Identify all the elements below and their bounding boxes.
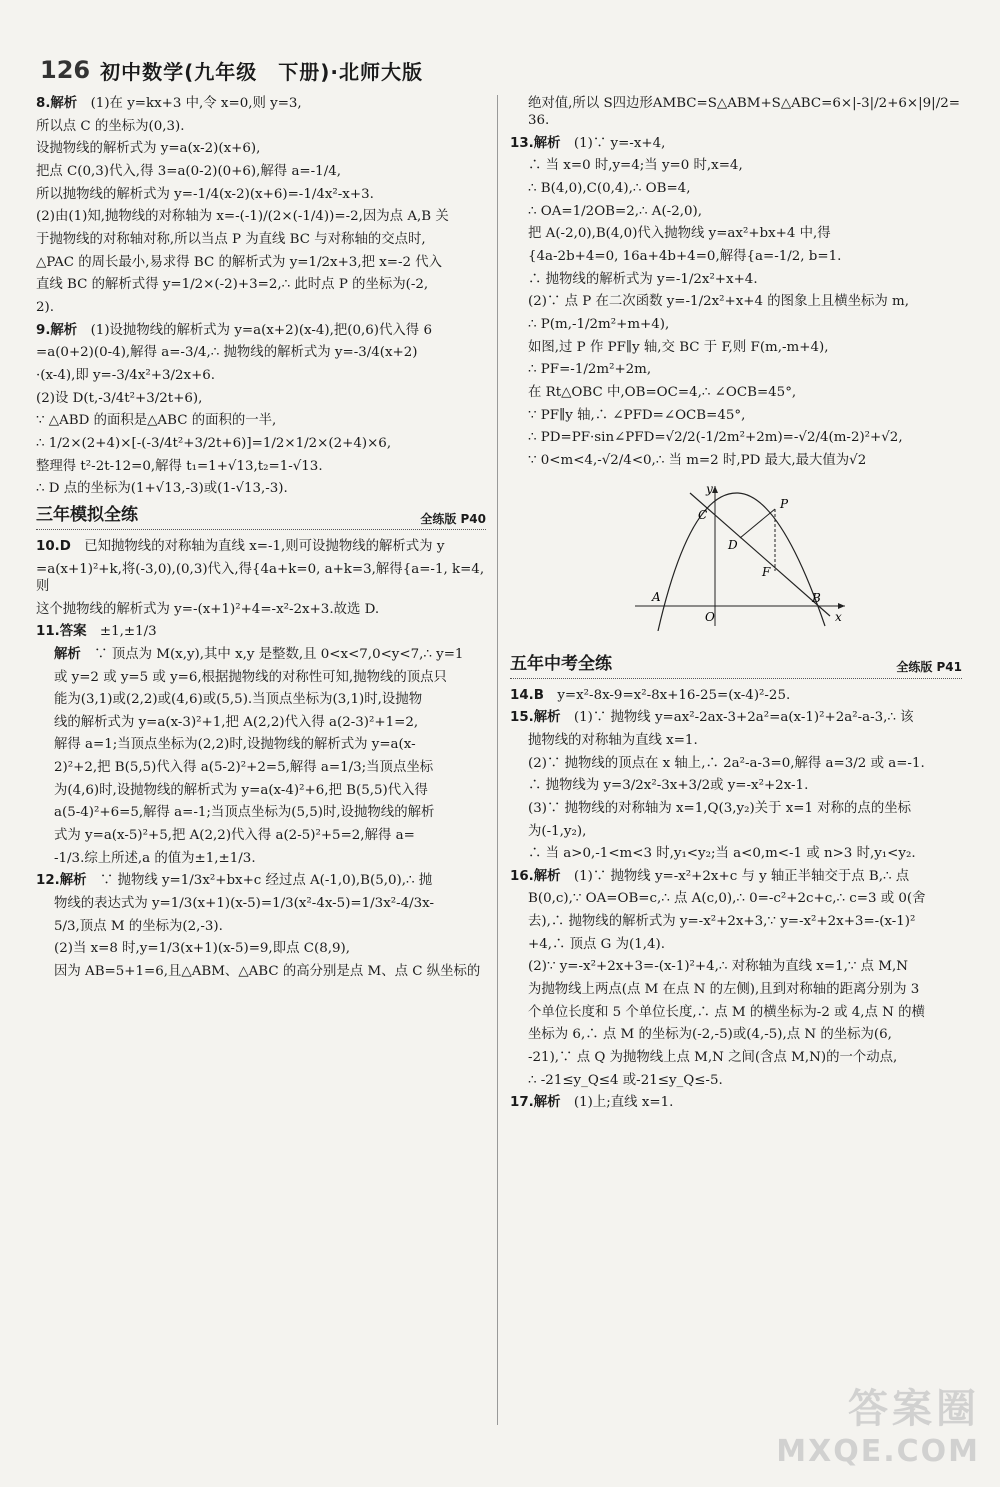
text-line — [510, 429, 962, 446]
text-line — [36, 390, 486, 407]
line-text: 绝对值,所以 S四边形AMBC=S△ABM+S△ABC=6×|-3|/2+6×|9|/2=36. — [528, 96, 960, 129]
answer-tag: 答案 — [59, 624, 87, 640]
text-line — [36, 827, 486, 844]
line-text: (1)∵ y=-x+4, — [573, 135, 666, 151]
line-text: a(5-4)²+6=5,解得 a=-1;当顶点坐标为(5,5)时,设抛物线的解析 — [54, 805, 435, 821]
answer-tag: 解析 — [54, 646, 81, 662]
line-text: ±1,±1/3 — [99, 624, 157, 640]
line-text: {4a-2b+4=0, 16a+4b+4=0,解得{a=-1/2, b=1. — [528, 249, 842, 265]
line-text: ∴ PD=PF·sin∠PFD=√2/2(-1/2m²+2m)=-√2/4(m-2)²+√2, — [528, 430, 903, 446]
answer-tag: 解析 — [533, 1095, 561, 1111]
text-line — [510, 1094, 962, 1111]
text-line — [36, 367, 486, 384]
parabola-curve — [658, 493, 825, 631]
label-b: B — [812, 590, 821, 605]
text-line — [510, 732, 962, 749]
line-text: ∵ △ABD 的面积是△ABC 的面积的一半, — [36, 413, 277, 429]
label-x: x — [835, 609, 842, 624]
text-line — [510, 800, 962, 817]
line-text: -1/3.综上所述,a 的值为±1,±1/3. — [54, 850, 256, 866]
section-page-ref: 全练版 P41 — [896, 660, 962, 675]
text-line — [36, 118, 486, 135]
text-line — [36, 322, 486, 339]
y-axis-arrow — [712, 486, 718, 493]
line-text: (2)当 x=8 时,y=1/3(x+1)(x-5)=9,即点 C(8,9), — [54, 941, 350, 957]
question-number: 13. — [510, 135, 534, 151]
line-text: 已知抛物线的对称轴为直线 x=-1,则可设抛物线的解析式为 y — [84, 539, 445, 555]
section-header — [36, 505, 486, 530]
line-text: ∵ PF∥y 轴,∴ ∠PFD=∠OCB=45°, — [528, 407, 746, 423]
line-text: 解得 a=1;当顶点坐标为(2,2)时,设抛物线的解析式为 y=a(x- — [54, 737, 416, 753]
text-line — [36, 601, 486, 618]
question-number: 14. — [510, 687, 534, 703]
line-text: 为(-1,y₂), — [528, 823, 587, 839]
line-text: 坐标为 6,∴ 点 M 的坐标为(-2,-5)或(4,-5),点 N 的坐标为(6, — [528, 1027, 892, 1043]
line-text: ∴ 当 a>0,-1<m<3 时,y₁<y₂;当 a<0,m<-1 或 n>3 时,y₁<y₂. — [528, 846, 916, 862]
line-text: 线的解析式为 y=a(x-3)²+1,把 A(2,2)代入得 a(2-3)²+1=2, — [54, 714, 419, 730]
line-text: B(0,c),∵ OA=OB=c,∴ 点 A(c,0),∴ 0=-c²+2c+c,∴ c=3 或 0(舍 — [528, 891, 926, 907]
line-text: 去),∴ 抛物线的解析式为 y=-x²+2x+3,∵ y=-x²+2x+3=-(x-1)² — [528, 914, 916, 930]
text-line — [36, 782, 486, 799]
line-text: ∴ B(4,0),C(0,4),∴ OB=4, — [528, 181, 691, 197]
line-text: ∴ -21≤y_Q≤4 或-21≤y_Q≤-5. — [528, 1072, 723, 1088]
text-line — [510, 180, 962, 197]
label-c: C — [698, 507, 708, 522]
text-line — [36, 163, 486, 180]
text-line — [36, 623, 486, 640]
line-text: 如图,过 P 作 PF∥y 轴,交 BC 于 F,则 F(m,-m+4), — [528, 339, 829, 355]
text-line — [36, 458, 486, 475]
line-text: (2)由(1)知,抛物线的对称轴为 x=-(-1)/(2×(-1/4))=-2,因为点 A,B 关 — [36, 209, 449, 225]
line-bc — [690, 493, 830, 616]
text-line — [36, 759, 486, 776]
line-text: ∴ PF=-1/2m²+2m, — [528, 362, 652, 378]
line-text: ∵ 0<m<4,-√2/4<0,∴ 当 m=2 时,PD 最大,最大值为√2 — [528, 453, 867, 468]
question-number: 15. — [510, 710, 534, 726]
line-text: 因为 AB=5+1=6,且△ABM、△ABC 的高分别是点 M、点 C 纵坐标的 — [54, 964, 481, 980]
question-number: 10. — [36, 539, 60, 555]
label-f: F — [762, 564, 771, 579]
text-line — [510, 452, 962, 469]
text-line — [36, 872, 486, 889]
text-line — [36, 940, 486, 957]
text-line — [510, 1004, 962, 1021]
column-divider — [497, 95, 498, 1425]
watermark — [776, 1377, 980, 1469]
text-line — [510, 845, 962, 862]
line-text: ∴ D 点的坐标为(1+√13,-3)或(1-√13,-3). — [36, 481, 288, 497]
text-line — [36, 714, 486, 731]
answer-tag: 解析 — [533, 135, 561, 151]
line-text: 整理得 t²-2t-12=0,解得 t₁=1+√13,t₂=1-√13. — [36, 458, 323, 474]
line-text: ·(x-4),即 y=-3/4x²+3/2x+6. — [36, 367, 216, 383]
text-line — [510, 248, 962, 265]
parabola-figure — [630, 481, 850, 631]
text-line — [36, 691, 486, 708]
line-text: ∴ OA=1/2OB=2,∴ A(-2,0), — [528, 203, 702, 219]
line-text: y=x²-8x-9=x²-8x+16-25=(x-4)²-25. — [557, 687, 791, 703]
line-text: 式为 y=a(x-5)²+5,把 A(2,2)代入得 a(2-5)²+5=2,解得 a= — [54, 828, 415, 844]
question-number: 8. — [36, 96, 51, 111]
line-text: 个单位长度和 5 个单位长度,∴ 点 M 的横坐标为-2 或 4,点 N 的横 — [528, 1004, 925, 1020]
text-line — [510, 95, 962, 129]
line-text: (1)∵ 抛物线 y=ax²-2ax-3+2a²=a(x-1)²+2a²-a-3,∴ 该 — [573, 710, 914, 726]
answer-tag: 解析 — [50, 322, 78, 338]
line-text: △PAC 的周长最小,易求得 BC 的解析式为 y=1/2x+3,把 x=-2 代入 — [36, 254, 443, 270]
line-text: 5/3,顶点 M 的坐标为(2,-3). — [54, 918, 223, 934]
answer-tag: B — [533, 687, 544, 703]
line-text: (2)∵ y=-x²+2x+3=-(x-1)²+4,∴ 对称轴为直线 x=1,∵ 点 M,N — [528, 959, 908, 975]
line-text: 抛物线的对称轴为直线 x=1. — [528, 732, 698, 748]
text-line — [510, 687, 962, 704]
text-line — [510, 890, 962, 907]
section-header — [510, 654, 962, 679]
line-text: 于抛物线的对称轴对称,所以当点 P 为直线 BC 与对称轴的交点时, — [36, 231, 426, 247]
line-text: 这个抛物线的解析式为 y=-(x+1)²+4=-x²-2x+3.故选 D. — [36, 601, 380, 617]
text-line — [36, 646, 486, 663]
line-text: (1)在 y=kx+3 中,令 x=0,则 y=3, — [90, 96, 302, 111]
text-line — [36, 918, 486, 935]
line-text: 或 y=2 或 y=5 或 y=6,根据抛物线的对称性可知,抛物线的顶点只 — [54, 669, 447, 685]
text-line — [36, 480, 486, 497]
text-line — [36, 208, 486, 225]
line-text: 2)²+2,把 B(5,5)代入得 a(5-2)²+2=5,解得 a=1/3;当顶点坐标 — [54, 760, 434, 776]
text-line — [36, 736, 486, 753]
text-line — [36, 963, 486, 980]
text-line — [36, 299, 486, 316]
answer-tag: 解析 — [533, 868, 561, 884]
text-line — [510, 271, 962, 288]
text-line — [36, 140, 486, 157]
question-number: 16. — [510, 868, 534, 884]
line-text: 能为(3,1)或(2,2)或(4,6)或(5,5).当顶点坐标为(3,1)时,设抛物 — [54, 692, 423, 708]
right-column — [510, 95, 962, 1117]
text-line — [510, 361, 962, 378]
text-line — [36, 344, 486, 361]
line-text: (1)上;直线 x=1. — [573, 1095, 674, 1111]
text-line — [510, 339, 962, 356]
section-title: 五年中考全练 — [510, 653, 612, 674]
text-line — [510, 203, 962, 220]
line-text: ∴ 抛物线为 y=3/2x²-3x+3/2或 y=-x²+2x-1. — [528, 778, 809, 794]
line-text: =a(x+1)²+k,将(-3,0),(0,3)代入,得{4a+k=0, a+k=3,解得{a=-1, k=4,则 — [36, 561, 485, 594]
line-text: 直线 BC 的解析式得 y=1/2×(-2)+3=2,∴ 此时点 P 的坐标为(-2, — [36, 277, 429, 293]
answer-tag: 解析 — [533, 710, 561, 726]
label-d: D — [728, 537, 738, 552]
watermark-url: MXQE.COM — [776, 1434, 980, 1469]
line-text: 物线的表达式为 y=1/3(x+1)(x-5)=1/3(x²-4x-5)=1/3x²-4/3x- — [54, 896, 435, 912]
question-number: 17. — [510, 1095, 534, 1111]
line-text: (1)设抛物线的解析式为 y=a(x+2)(x-4),把(0,6)代入得 6 — [90, 322, 432, 338]
question-number: 9. — [36, 322, 51, 338]
line-text: ∴ 当 x=0 时,y=4;当 y=0 时,x=4, — [528, 158, 743, 174]
left-column — [36, 95, 486, 986]
label-o: O — [705, 609, 715, 624]
line-text: (1)∵ 抛物线 y=-x²+2x+c 与 y 轴正半轴交于点 B,∴ 点 — [573, 868, 910, 884]
text-line — [510, 225, 962, 242]
watermark-logo-text: 答案圈 — [848, 1386, 980, 1432]
line-text: 把点 C(0,3)代入,得 3=a(0-2)(0+6),解得 a=-1/4, — [36, 163, 341, 179]
line-text: +4,∴ 顶点 G 为(1,4). — [528, 936, 666, 952]
answer-tag: D — [59, 539, 71, 555]
text-line — [510, 913, 962, 930]
line-text: ∵ 顶点为 M(x,y),其中 x,y 是整数,且 0<x<7,0<y<7,∴ y=1 — [94, 646, 464, 662]
text-line — [510, 316, 962, 333]
answer-tag: 解析 — [50, 96, 78, 111]
text-line — [36, 435, 486, 452]
text-line — [36, 276, 486, 293]
line-text: -21),∵ 点 Q 为抛物线上点 M,N 之间(含点 M,N)的一个动点, — [528, 1050, 898, 1066]
text-line — [510, 135, 962, 152]
line-text: (2)设 D(t,-3/4t²+3/2t+6), — [36, 390, 203, 406]
text-line — [36, 804, 486, 821]
text-line — [36, 95, 486, 112]
text-line — [36, 186, 486, 203]
page-number: 126 — [40, 56, 91, 84]
text-line — [36, 538, 486, 555]
text-line — [510, 936, 962, 953]
answer-tag: 解析 — [59, 873, 87, 889]
text-line — [510, 1049, 962, 1066]
line-text: 在 Rt△OBC 中,OB=OC=4,∴ ∠OCB=45°, — [528, 385, 797, 401]
line-text: 把 A(-2,0),B(4,0)代入抛物线 y=ax²+bx+4 中,得 — [528, 226, 831, 242]
line-text: 所以点 C 的坐标为(0,3). — [36, 118, 185, 134]
line-text: ∴ P(m,-1/2m²+m+4), — [528, 317, 670, 333]
line-text: 2). — [36, 299, 55, 315]
line-text: (3)∵ 抛物线的对称轴为 x=1,Q(3,y₂)关于 x=1 对称的点的坐标 — [528, 800, 911, 816]
text-line — [510, 157, 962, 174]
text-line — [510, 823, 962, 840]
text-line — [510, 293, 962, 310]
label-p: P — [780, 496, 789, 511]
label-a: A — [652, 589, 661, 604]
line-text: 为抛物线上两点(点 M 在点 N 的左侧),且到对称轴的距离分别为 3 — [528, 982, 920, 998]
text-line — [36, 231, 486, 248]
text-line — [510, 777, 962, 794]
text-line — [36, 850, 486, 867]
book-title: 初中数学(九年级 下册)·北师大版 — [100, 59, 423, 84]
line-text: ∴ 1/2×(2+4)×[-(-3/4t²+3/2t+6)]=1/2×1/2×(2+4)×6, — [36, 435, 392, 451]
x-axis-arrow — [838, 603, 845, 609]
line-pd — [740, 509, 775, 538]
text-line — [36, 669, 486, 686]
text-line — [510, 868, 962, 885]
text-line — [36, 895, 486, 912]
text-line — [510, 1072, 962, 1089]
question-number: 11. — [36, 624, 60, 640]
label-y: y — [706, 481, 713, 496]
page-header — [40, 50, 423, 90]
section-page-ref: 全练版 P40 — [420, 511, 486, 526]
line-text: ∴ 抛物线的解析式为 y=-1/2x²+x+4. — [528, 271, 758, 287]
section-title: 三年模拟全练 — [36, 505, 138, 526]
text-line — [36, 412, 486, 429]
text-line — [36, 561, 486, 595]
line-text: 为(4,6)时,设抛物线的解析式为 y=a(x-4)²+6,把 B(5,5)代入得 — [54, 782, 428, 798]
text-line — [510, 958, 962, 975]
line-text: 设抛物线的解析式为 y=a(x-2)(x+6), — [36, 141, 261, 157]
line-text: =a(0+2)(0-4),解得 a=-3/4,∴ 抛物线的解析式为 y=-3/4(x+2) — [36, 345, 418, 361]
text-line — [510, 407, 962, 424]
line-text: (2)∵ 抛物线的顶点在 x 轴上,∴ 2a²-a-3=0,解得 a=3/2 或 a=-1. — [528, 755, 925, 771]
line-text: (2)∵ 点 P 在二次函数 y=-1/2x²+x+4 的图象上且横坐标为 m, — [528, 294, 910, 310]
text-line — [510, 709, 962, 726]
text-line — [510, 1026, 962, 1043]
line-text: ∵ 抛物线 y=1/3x²+bx+c 经过点 A(-1,0),B(5,0),∴ 抛 — [99, 873, 433, 889]
question-number: 12. — [36, 873, 60, 889]
line-text: 所以抛物线的解析式为 y=-1/4(x-2)(x+6)=-1/4x²-x+3. — [36, 186, 374, 202]
text-line — [510, 981, 962, 998]
text-line — [510, 384, 962, 401]
text-line — [510, 755, 962, 772]
text-line — [36, 254, 486, 271]
